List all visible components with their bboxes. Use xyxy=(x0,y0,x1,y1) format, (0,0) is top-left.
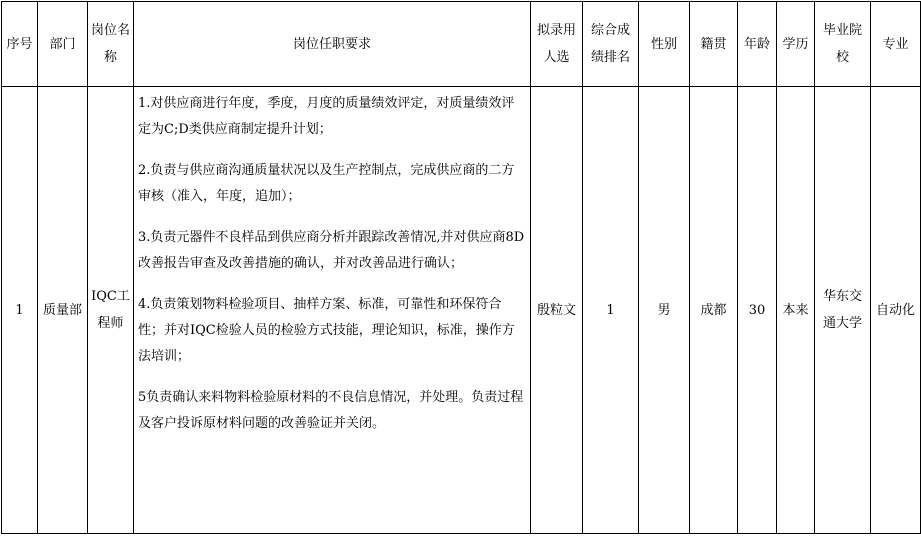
recruitment-table xyxy=(1,1,921,534)
table-row xyxy=(2,87,921,534)
header-index: 序号 xyxy=(2,2,38,87)
header-rank: 综合成绩排名 xyxy=(583,2,639,87)
requirement-item: 3.负责元器件不良样品到供应商分析并跟踪改善情况,并对供应商8D改善报告审查及改善措施的确认，并对改善品进行确认； xyxy=(138,230,525,271)
header-hometown: 籍贯 xyxy=(690,2,738,87)
cell-school: 华东交通大学 xyxy=(815,87,871,534)
header-candidate: 拟录用人选 xyxy=(531,2,583,87)
cell-candidate: 殷粒文 xyxy=(531,87,583,534)
cell-rank: 1 xyxy=(583,87,639,534)
requirement-item: 1.对供应商进行年度，季度，月度的质量绩效评定，对质量绩效评定为C;D类供应商制定提升计划； xyxy=(138,96,515,137)
cell-index: 1 xyxy=(2,87,38,534)
header-school: 毕业院校 xyxy=(815,2,871,87)
header-row xyxy=(2,2,921,87)
requirement-item: 2.负责与供应商沟通质量状况以及生产控制点，完成供应商的二方审核（准入，年度，追加）； xyxy=(138,163,515,204)
cell-major: 自动化 xyxy=(871,87,921,534)
header-age: 年龄 xyxy=(738,2,777,87)
cell-requirements xyxy=(134,87,531,534)
cell-age: 30 xyxy=(738,87,777,534)
header-gender: 性别 xyxy=(639,2,690,87)
header-department: 部门 xyxy=(38,2,88,87)
cell-hometown: 成都 xyxy=(690,87,738,534)
header-major: 专业 xyxy=(871,2,921,87)
cell-position: IQC工程师 xyxy=(88,87,134,534)
header-position: 岗位名称 xyxy=(88,2,134,87)
cell-department: 质量部 xyxy=(38,87,88,534)
requirement-item: 4.负责策划物料检验项目、抽样方案、标准，可靠性和环保符合性；并对IQC检验人员的检验方式技能，理论知识，标准，操作方法培训； xyxy=(138,297,515,364)
cell-education: 本来 xyxy=(777,87,815,534)
header-education: 学历 xyxy=(777,2,815,87)
header-requirements: 岗位任职要求 xyxy=(134,2,531,87)
cell-gender: 男 xyxy=(639,87,690,534)
requirement-item: 5负责确认来料物料检验原材料的不良信息情况，并处理。负责过程及客户投诉原材料问题的改善验证并关闭。 xyxy=(138,390,524,431)
